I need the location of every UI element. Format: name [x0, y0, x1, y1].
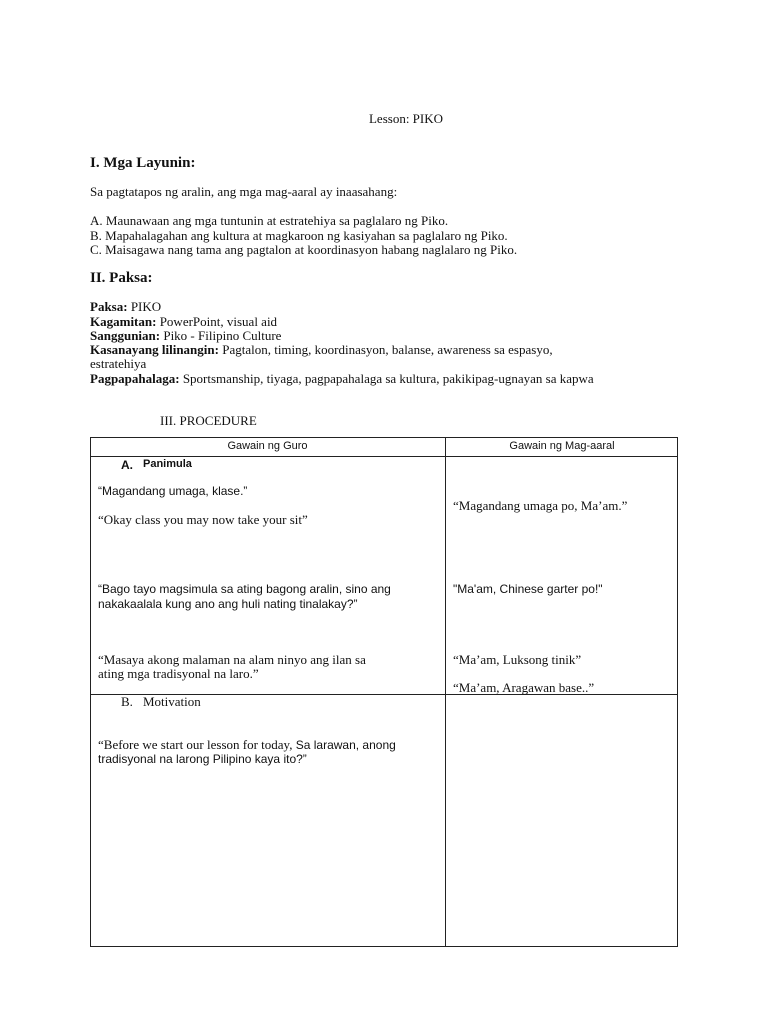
teacher-line-5b: tradisyonal na larong Pilipino kaya ito?” — [98, 752, 307, 766]
skills-label: Kasanayang lilinangin: — [90, 342, 219, 357]
teacher-line-1: “Magandang umaga, klase.” — [98, 484, 248, 498]
values-label: Pagpapahalaga: — [90, 371, 180, 386]
section-1-heading: I. Mga Layunin: — [90, 155, 196, 171]
materials-value: PowerPoint, visual aid — [156, 314, 278, 329]
skills-line — [90, 343, 553, 357]
topic-value: PIKO — [127, 299, 162, 314]
reference-value: Piko - Filipino Culture — [160, 328, 282, 343]
motivation-letter: B. — [121, 694, 133, 709]
lesson-title: Lesson: PIKO — [368, 111, 444, 126]
student-line-3: “Ma’am, Luksong tinik” — [453, 652, 582, 667]
topic-label: Paksa: — [90, 299, 128, 314]
motivation-title: Motivation — [143, 694, 201, 709]
skills-value: Pagtalon, timing, koordinasyon, balanse, awareness sa espasyo, — [218, 342, 553, 357]
objectives-intro: Sa pagtatapos ng aralin, ang mga mag-aaral ay inaasahang: — [90, 184, 398, 199]
reference-label: Sanggunian: — [90, 328, 161, 343]
panimula-letter: A. — [121, 458, 133, 472]
student-line-4: “Ma’am, Aragawan base..” — [453, 680, 595, 695]
header-row-divider — [90, 456, 678, 457]
teacher-line-5a-serif: “Before we start our lesson for today, — [98, 737, 296, 752]
teacher-line-5a-sans: Sa larawan, anong — [295, 738, 396, 752]
objective-c: C. Maisagawa nang tama ang pagtalon at koordinasyon habang naglalaro ng Piko. — [90, 242, 518, 257]
objective-a: A. Maunawaan ang mga tuntunin at estratehiya sa paglalaro ng Piko. — [90, 213, 449, 228]
student-line-1: “Magandang umaga po, Ma’am.” — [453, 498, 628, 513]
section-2-heading: II. Paksa: — [90, 270, 153, 286]
values-value: Sportsmanship, tiyaga, pagpapahalaga sa kultura, pakikipag-ugnayan sa kapwa — [179, 371, 594, 386]
panimula-title: Panimula — [143, 458, 192, 470]
student-line-2: "Ma'am, Chinese garter po!" — [453, 582, 603, 596]
column-header-student: Gawain ng Mag-aaral — [509, 440, 615, 452]
procedure-heading: III. PROCEDURE — [160, 413, 257, 428]
values-line — [90, 372, 594, 386]
teacher-line-2: “Okay class you may now take your sit” — [98, 512, 308, 527]
teacher-line-3b: nakakaalala kung ano ang huli nating tinalakay?” — [98, 597, 358, 611]
topic-line — [90, 300, 161, 314]
teacher-line-3a: “Bago tayo magsimula sa ating bagong aralin, sino ang — [98, 582, 391, 596]
teacher-line-4a: “Masaya akong malaman na alam ninyo ang ilan sa — [98, 652, 366, 667]
skills-line-cont: estratehiya — [90, 356, 147, 371]
teacher-line-5a — [98, 737, 396, 753]
column-header-teacher: Gawain ng Guro — [227, 440, 308, 452]
materials-line — [90, 315, 277, 329]
teacher-line-4b: ating mga tradisyonal na laro.” — [98, 666, 259, 681]
objective-b: B. Mapahalagahan ang kultura at magkaroon ng kasiyahan sa paglalaro ng Piko. — [90, 228, 508, 243]
reference-line — [90, 329, 281, 343]
column-divider — [445, 437, 446, 947]
materials-label: Kagamitan: — [90, 314, 157, 329]
